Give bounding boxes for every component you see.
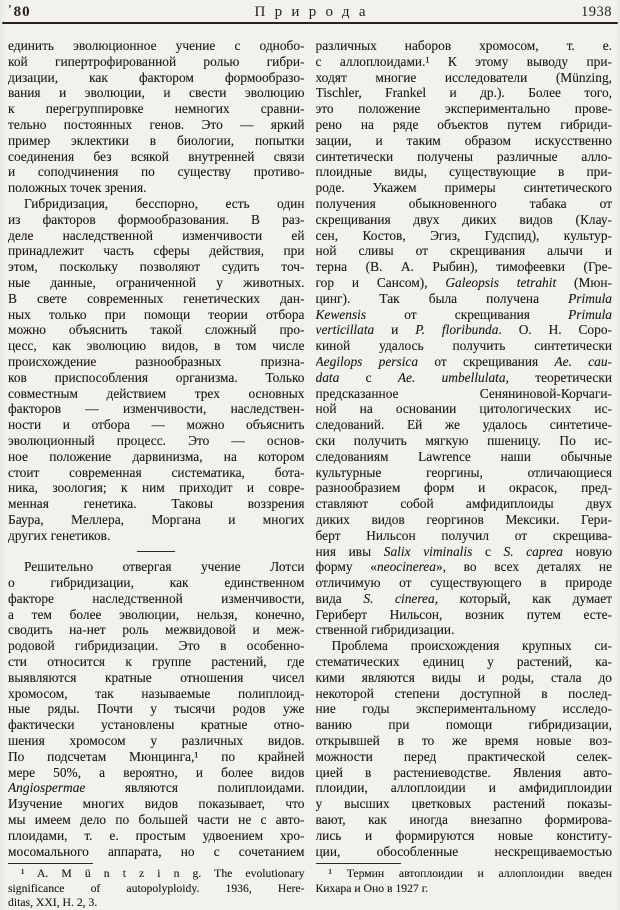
text-line: Гериберт Нильсон, возник путем есте- [315, 606, 612, 622]
text-line: сводить на-нет роль межвидовой и меж- [8, 622, 305, 638]
text-line: плоидные виды, существующие в при- [315, 164, 612, 180]
text-line: ния ивы Salix viminalis с S. caprea новую [315, 543, 612, 559]
text-line: ной сливы от скрещивания алычи и [315, 243, 612, 259]
scan-artifact-mark: ’ [8, 3, 13, 15]
text-line: ных только при помощи теории отбора [8, 306, 305, 322]
left-column [8, 38, 305, 910]
text-line: Гибридизация, бесспорно, есть один [24, 195, 305, 211]
text-line: цесс, как эволюцию видов, в том числе [8, 338, 305, 354]
text-line: цией в растениеводстве. Явления авто- [315, 764, 612, 780]
footnote-rule [316, 863, 401, 864]
text-line: других генетиков. [8, 527, 111, 543]
text-line: ски получить мягкую пшеницу. По ис- [315, 432, 612, 448]
text-line: кой гипертрофированной ролью гибри- [8, 53, 305, 69]
text-line: ные данные, ограниченной у животных. [8, 274, 305, 290]
text-line: ¹ Термин автоплоидии и аллоплоидии введен [328, 867, 612, 881]
text-line: культурные георгины, отличающиеся [315, 464, 612, 480]
text-line: получения обыкновенного табака от [315, 195, 612, 211]
text-line: сен, Костов, Эгиз, Гудспид), культур- [315, 227, 612, 243]
text-line: отличимую от существующего в природе [315, 575, 612, 591]
text-line: этом, поскольку позволяют судить точ- [8, 259, 305, 275]
text-line: факторов — изменчивости, наследствен- [8, 401, 305, 417]
text-line: ние годы экспериментальному исследо- [315, 701, 612, 717]
text-line: шения хромосом у различных видов. [8, 733, 305, 749]
text-line: некоторой степени доступной в послед- [315, 685, 612, 701]
text-line: дизации, как фактором формообразо- [8, 69, 305, 85]
text-line: мосомального аппарата, но с сочетанием [8, 843, 305, 859]
text-line: ставляют собой амфидиплоиды двух [315, 496, 612, 512]
text-line: ные ряды. Почти у тысячи родов уже [8, 701, 305, 717]
text-line: В свете современных генетических дан- [8, 290, 305, 306]
text-line: ванию при помощи гибридизации, [315, 717, 612, 733]
page-number-value: 80 [13, 4, 31, 20]
text-line: Angiospermae являются полиплоидами. [8, 780, 305, 796]
text-line: ков приспособления организма. Только [8, 369, 305, 385]
text-line: с аллоплоидами.¹ К этому выводу при- [315, 53, 612, 69]
text-line: лись и формируются новые конститу- [315, 827, 612, 843]
text-line: Кихара и Оно в 1927 г. [315, 881, 429, 895]
text-line: следованиям Lawrence наши обычные [315, 448, 612, 464]
text-line: факторе наследственной изменчивости, [8, 590, 305, 606]
text-line: Баура, Меллера, Моргана и многих [8, 511, 305, 527]
text-line: Kewensis от скрещивания Primula [315, 306, 612, 322]
text-line: Проблема происхождения крупных си- [331, 638, 612, 654]
journal-title: Природа [254, 4, 375, 20]
text-line: можно объяснить такой сложный про- [8, 322, 305, 338]
left-footnote [8, 863, 305, 910]
text-line: ции, обособленные нескрещиваемостью [315, 843, 612, 859]
text-line: берт Нильсон получил от скрещива- [315, 527, 612, 543]
text-line: зации, и таким образом искусственно [315, 132, 612, 148]
text-line: мере 50%, а вероятно, и более видов [8, 764, 305, 780]
left-footnote-body [8, 867, 305, 910]
text-line: соединения без всякой внутренней связи [8, 148, 305, 164]
text-line: деле наследственной изменчивости ей [8, 227, 305, 243]
text-line: хромосом, так называемые полиплоид- [8, 685, 305, 701]
text-line: из факторов формообразования. В раз- [8, 211, 305, 227]
text-line: предсказанное Сеняниновой-Корчаги- [315, 385, 612, 401]
text-line: стематических единиц у растений, ка- [315, 654, 612, 670]
text-line: гор и Сансом), Galeopsis tetrahit (Мюн- [315, 274, 612, 290]
text-line: плоидии, аллоплоидии и амфидиплоидии [315, 780, 612, 796]
text-line: родовой гибридизации. Это в особенно- [8, 638, 305, 654]
text-line: цинг). Так была получена Primula [315, 290, 612, 306]
text-line: вида S. cinerea, который, как думает [315, 590, 612, 606]
text-line: к перегруппировке немногих сравни- [8, 101, 305, 117]
text-line: терна (В. А. Рыбин), тимофеевки (Гре- [315, 259, 612, 275]
text-line: ное положение дарвинизма, на котором [8, 448, 305, 464]
text-line: и соподчинения по существу противо- [8, 164, 305, 180]
text-line: синтетически получены различные алло- [315, 148, 612, 164]
text-line: ственной гибридизации. [315, 622, 455, 638]
page-number [8, 3, 31, 21]
text-line: сти относится к группе растений, где [8, 654, 305, 670]
text-line: плоидами, т. е. простым удвоением хро- [8, 827, 305, 843]
text-line: тельно постоянных генов. Это — яркий [8, 116, 305, 132]
right-column-body [316, 38, 613, 859]
text-line: Aegilops persica от скрещивания Ae. cau- [315, 353, 612, 369]
left-column-body [8, 38, 305, 859]
text-line: verticillata и P. floribunda. О. Н. Соро- [315, 322, 612, 338]
page-header [0, 0, 620, 20]
text-line: ности и отбора — можно объяснить [8, 417, 305, 433]
text-line: следований. Ей же удалось синтетиче- [315, 417, 612, 433]
text-line: скрещивания двух диких видов (Клау- [315, 211, 612, 227]
text-line: ходят многие исследователи (Münzing, [315, 69, 612, 85]
text-line: о гибридизации, как единственном [8, 575, 305, 591]
text-line: а тем более эволюции, нельзя, конечно, [8, 606, 305, 622]
text-line: совместным действием трех основных [8, 385, 305, 401]
text-line: диких видов георгинов Мексики. Гери- [315, 511, 612, 527]
year-label: 1938 [581, 4, 612, 20]
text-columns [0, 24, 620, 910]
text-line: рено на ряде объектов путем гибриди- [315, 116, 612, 132]
text-line: По подсчетам Мюнцинга,¹ по крайней [8, 748, 305, 764]
text-line: Tischler, Frankel и др.). Более того, [315, 85, 612, 101]
text-line: происхождение разнообразных призна- [8, 353, 305, 369]
text-line: различных наборов хромосом, т. е. [315, 38, 612, 53]
text-line: открывшей в то же время новые воз- [315, 733, 612, 749]
text-line: разнообразием форм и окрасок, пред- [315, 480, 612, 496]
text-line: мы имеем дело по большей части не с авто- [8, 812, 305, 828]
text-line: это положение экспериментально прове- [315, 101, 612, 117]
right-footnote [316, 863, 613, 896]
text-line: кими являются виды и роды, стала до [315, 669, 612, 685]
text-line: роде. Укажем примеры синтетического [315, 180, 612, 196]
text-line: ¹ A. M ü n t z i n g. The evolutionary [21, 867, 305, 881]
text-line: Решительно отвергая учение Лотси [24, 559, 305, 575]
text-line: эволюционный процесс. Это — основ- [8, 432, 305, 448]
section-divider [8, 544, 305, 560]
text-line: фактически установлены кратные отно- [8, 717, 305, 733]
text-line: единить эволюционное учение с однобо- [8, 38, 305, 53]
text-line: менная генетика. Таковы воззрения [8, 496, 305, 512]
footnote-rule [8, 863, 93, 864]
text-line: ника, зоология; к ним приходит и совре- [8, 480, 305, 496]
text-line: можности перед практической селек- [315, 748, 612, 764]
text-line: вания и эволюции, и свести эволюцию [8, 85, 305, 101]
text-line: пример эклектики в биологии, попытки [8, 132, 305, 148]
text-line: у высших цветковых растений показы- [315, 796, 612, 812]
right-column [316, 38, 613, 910]
text-line: выявляются кратные отношения чисел [8, 669, 305, 685]
text-line: significance of autopolyploidy. 1936, Here- [8, 881, 305, 895]
text-line: Изучение многих видов показывает, что [8, 796, 305, 812]
text-line: форму «neocinerea», во всех деталях не [315, 559, 612, 575]
right-footnote-body [316, 867, 613, 896]
text-line: ной на основании цитологических ис- [315, 401, 612, 417]
text-line: киной удалось получить синтетически [315, 338, 612, 354]
text-line: ditas, XXI, H. 2, 3. [8, 896, 98, 910]
text-line: data с Ae. umbellulata, теоретически [315, 369, 612, 385]
text-line: вают, как иногда внезапно формирова- [315, 812, 612, 828]
text-line: принадлежит часть сферы действия, при [8, 243, 305, 259]
text-line: положных точек зрения. [8, 180, 147, 196]
text-line: стоит современная систематика, бота- [8, 464, 305, 480]
